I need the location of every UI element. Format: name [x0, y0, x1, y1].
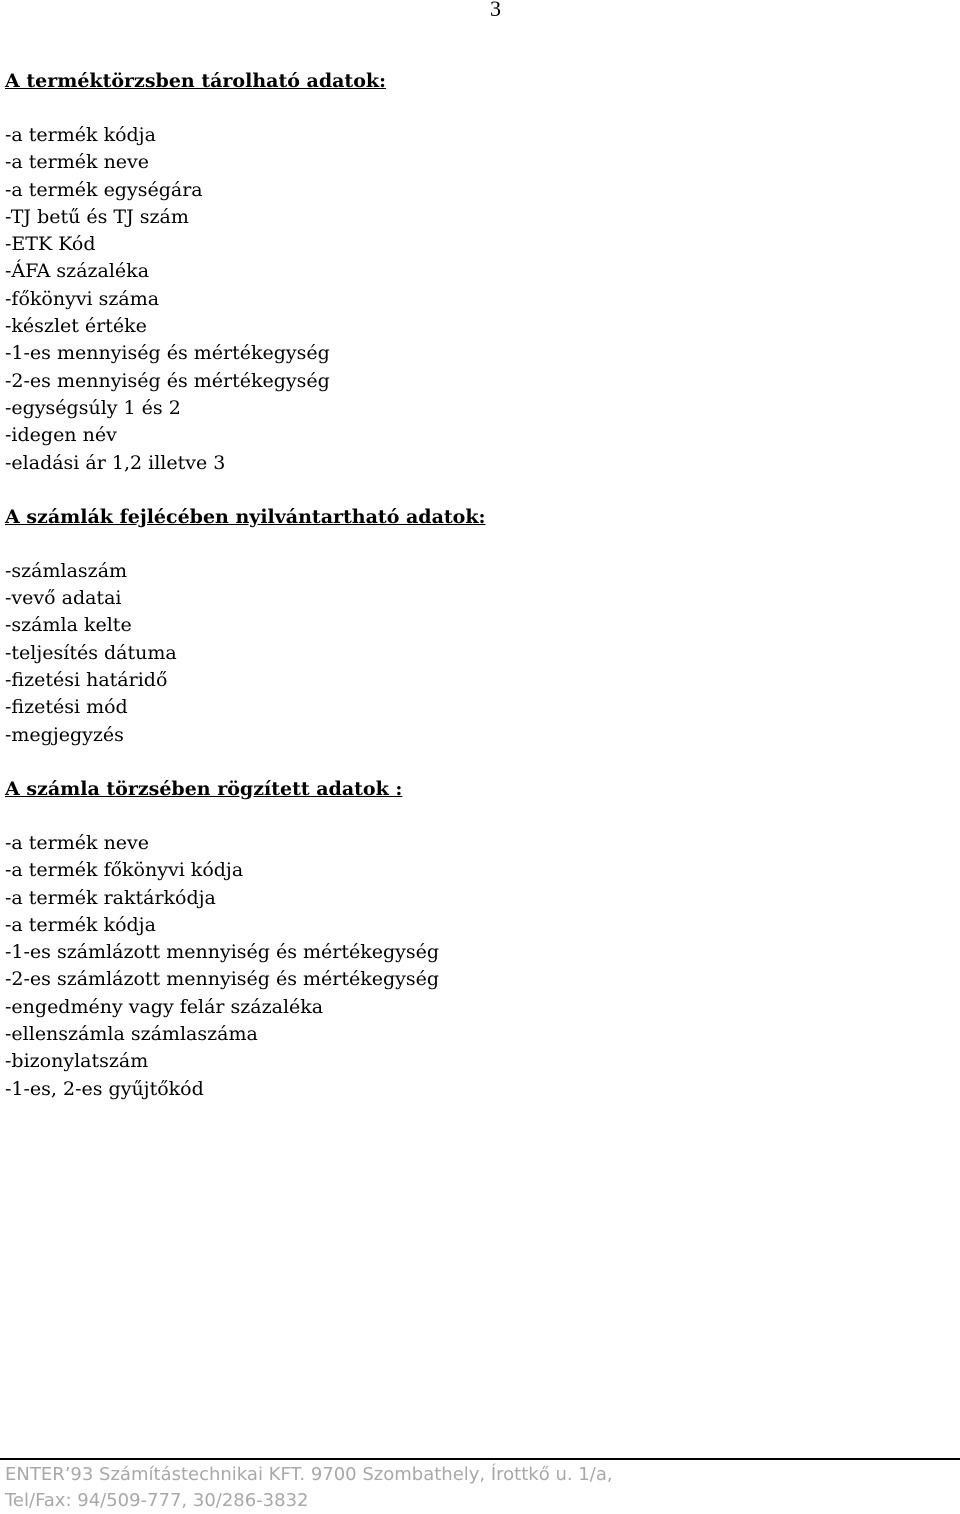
list-item: -főkönyvi száma	[5, 287, 160, 310]
list-item: -a termék főkönyvi kódja	[5, 859, 244, 882]
footer-contact: Tel/Fax: 94/509-777, 30/286-3832	[5, 1490, 309, 1511]
footer-address: ENTER’93 Számítástechnikai KFT. 9700 Szombathely, Írottkő u. 1/a,	[5, 1464, 613, 1485]
section-invoice-body	[5, 776, 945, 1103]
list-item: -készlet értéke	[5, 315, 147, 338]
list-item: -1-es mennyiség és mértékegység	[5, 342, 330, 365]
section-heading: A terméktörzsben tárolható adatok:	[5, 70, 387, 92]
list-item: -1-es, 2-es gyűjtőkód	[5, 1077, 204, 1100]
list-item: -idegen név	[5, 424, 117, 447]
list-item: -ellenszámla számlaszáma	[5, 1023, 258, 1046]
list-item: -2-es mennyiség és mértékegység	[5, 369, 330, 392]
list-item: -számlaszám	[5, 559, 128, 582]
list-item: -a termék kódja	[5, 913, 156, 936]
list-item: -a termék neve	[5, 151, 150, 174]
list-item: -számla kelte	[5, 614, 132, 637]
section-invoice-header	[5, 504, 945, 749]
section-heading: A számlák fejlécében nyilvántartható adatok:	[5, 505, 486, 528]
item-list	[5, 122, 945, 477]
section-heading: A számla törzsében rögzített adatok :	[5, 777, 403, 800]
item-list	[5, 830, 945, 1103]
footer	[5, 1462, 613, 1514]
footer-divider	[0, 1458, 960, 1460]
list-item: -a termék raktárkódja	[5, 886, 216, 909]
list-item: -egységsúly 1 és 2	[5, 396, 181, 419]
list-item: -a termék neve	[5, 831, 150, 854]
list-item: -a termék egységára	[5, 178, 203, 201]
page-number: 3	[490, 0, 501, 21]
list-item: -TJ betű és TJ szám	[5, 205, 189, 228]
list-item: -fizetési mód	[5, 696, 128, 719]
list-item: -vevő adatai	[5, 587, 122, 610]
list-item: -megjegyzés	[5, 723, 124, 746]
item-list	[5, 558, 945, 749]
list-item: -fizetési határidő	[5, 669, 168, 692]
section-product-master	[5, 68, 945, 477]
list-item: -engedmény vagy felár százaléka	[5, 995, 324, 1018]
list-item: -ÁFA százaléka	[5, 260, 150, 283]
list-item: -ETK Kód	[5, 233, 96, 256]
list-item: -a termék kódja	[5, 124, 156, 146]
list-item: -eladási ár 1,2 illetve 3	[5, 451, 226, 474]
list-item: -teljesítés dátuma	[5, 641, 177, 664]
list-item: -bizonylatszám	[5, 1050, 149, 1073]
document-body	[5, 68, 945, 1130]
list-item: -1-es számlázott mennyiség és mértékegység	[5, 941, 440, 964]
list-item: -2-es számlázott mennyiség és mértékegység	[5, 968, 440, 991]
